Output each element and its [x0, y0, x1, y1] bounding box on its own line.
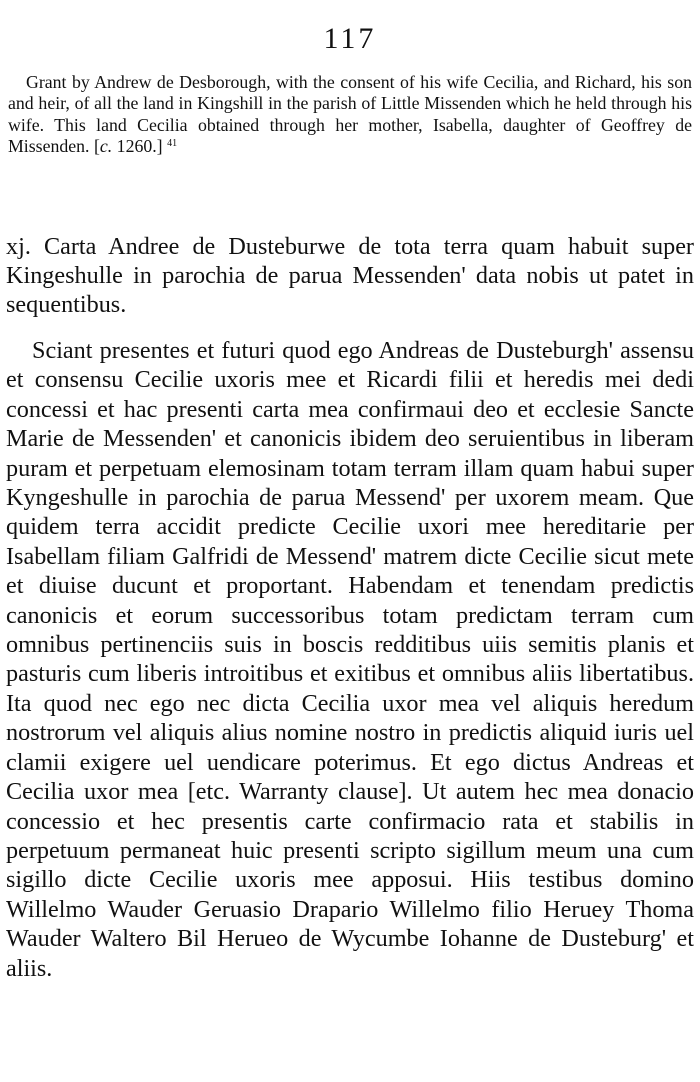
summary-text: Grant by Andrew de Desborough, with the consent of his wife Cecilia, and Richard, his son and heir, of all the land in Kingshill in the parish of Little Missenden which he held through his wife. This land Cecilia obtained through her mother, Isabella, daughter of Geoffrey de Missenden.	[8, 72, 692, 157]
date-open: [	[93, 136, 100, 157]
summary-date	[94, 136, 177, 156]
circa: c.	[99, 136, 113, 157]
page-number: 117	[323, 22, 377, 55]
date-value: 1260.]	[116, 136, 163, 157]
footnote-marker: 41	[167, 138, 178, 150]
english-summary	[8, 72, 692, 158]
charter-text: Sciant presentes et futuri quod ego Andreas de Dusteburgh' assensu et consensu Cecilie uxoris mee et Ricardi filii et heredis mei dedi concessi et hac presenti carta mea confirmaui deo et ecclesie Sancte Marie de Messenden' et canonicis ibidem deo seruientibus in liberam puram et perpetuam elemosinam totam terram illam quam habui super Kyngeshulle in parochia de parua Messend' per uxorem meam. Que quidem terra accidit predicte Cecilie uxori mee hereditarie per Isabellam filiam Galfridi de Messend' matrem dicte Cecilie sicut mete et diuise ducunt et proportant. Habendam et tenendam predictis canonicis et eorum successoribus totam predictam terram cum omnibus pertinenciis suis in boscis redditibus uiis semitis planis et pasturis cum liberis introitibus et exitibus et omnibus aliis libertatibus. Ita quod nec ego nec dicta Cecilia uxor mea vel aliquis heredum nostrorum vel aliquis alius nomine nostro in predictis aliquid iuris uel clamii exigere uel uendicare poterimus. Et ego dictus Andreas et Cecilia uxor mea [etc. Warranty clause]. Ut autem hec mea donacio concessio et hec presentis carte confirmacio rata et stabilis in perpetuum permaneat huic presenti scripto sigillum meum una cum sigillo dicte Cecilie uxoris mee apposui. Hiis testibus domino Willelmo Wauder Geruasio Drapario Willelmo filio Heruey Thoma Wauder Waltero Bil Herueo de Wycumbe Iohanne de Dusteburg' et aliis.	[6, 337, 694, 982]
cartulary-entry-heading: xj. Carta Andree de Dusteburwe de tota terra quam habuit super Kingeshulle in parochia de parua Messenden' data nobis ut patet in sequentibus.	[6, 233, 694, 318]
